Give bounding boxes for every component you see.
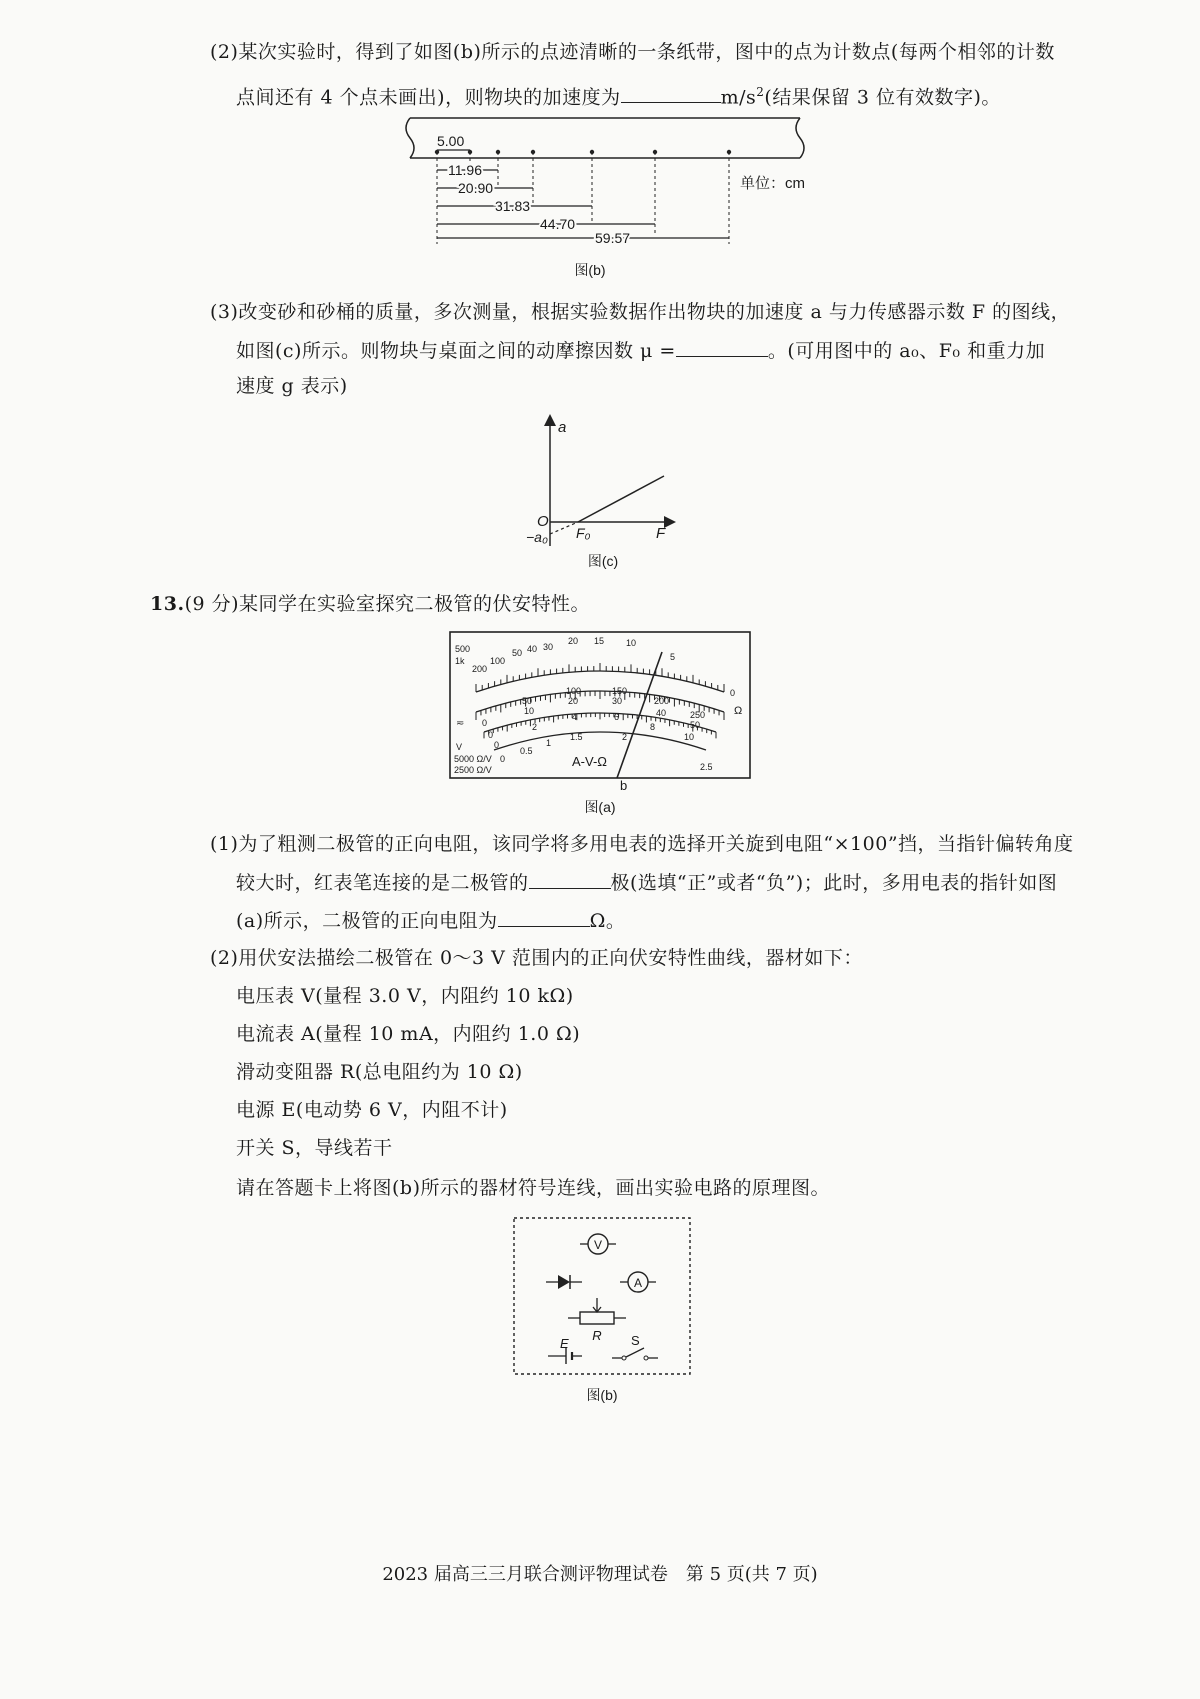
q12-part3-line1: (3)改变砂和砂桶的质量，多次测量，根据实验数据作出物块的加速度 a 与力传感器示数 F 的图线， bbox=[210, 301, 1071, 323]
graph-x-label: F bbox=[656, 525, 666, 542]
tape-measure-3: 20.90 bbox=[458, 180, 494, 196]
tape-measure-5: 44.70 bbox=[540, 216, 576, 232]
switch-label: S bbox=[631, 1333, 640, 1348]
tape-measure-6: 59.57 bbox=[595, 230, 631, 246]
paper-tape-figure bbox=[0, 112, 1200, 292]
q12-part3-text-a: 如图(c)所示。则物块与桌面之间的动摩擦因数 μ = bbox=[236, 340, 676, 362]
graph-y-intercept-label: −a₀ bbox=[526, 529, 548, 545]
q13-part2-intro: (2)用伏安法描绘二极管在 0～3 V 范围内的正向伏安特性曲线，器材如下： bbox=[210, 947, 863, 969]
friction-coefficient-answer-blank[interactable] bbox=[676, 336, 768, 357]
ac-tick-0: 0 bbox=[500, 754, 506, 764]
tape-counting-points bbox=[435, 150, 731, 154]
rheostat-label: R bbox=[592, 1328, 602, 1343]
equipment-item: 滑动变阻器 R(总电阻约为 10 Ω) bbox=[236, 1061, 523, 1083]
dc250-tick-100: 100 bbox=[566, 686, 582, 696]
ohm-tick-200: 200 bbox=[472, 664, 488, 674]
dial-mark-volt: V bbox=[456, 742, 463, 752]
dc250-tick-0: 0 bbox=[482, 718, 488, 728]
graph-data-line bbox=[578, 476, 664, 522]
ac-tick-2: 2 bbox=[622, 732, 628, 742]
acceleration-unit: m/s bbox=[720, 86, 757, 109]
q13-title-text: (9 分)某同学在实验室探究二极管的伏安特性。 bbox=[184, 593, 591, 615]
dial-mark-2500: 2500 Ω/V bbox=[454, 765, 492, 775]
dc250-tick-200: 200 bbox=[654, 696, 670, 706]
q12-part2-line1: (2)某次实验时，得到了如图(b)所示的点迹清晰的一条纸带，图中的点为计数点(每两个相邻的计数 bbox=[210, 41, 1055, 63]
dc10-tick-0: 0 bbox=[494, 740, 500, 750]
graph-x-intercept-label: F₀ bbox=[576, 525, 591, 541]
ohm-tick-5: 5 bbox=[670, 652, 676, 662]
circuit-symbols-figure bbox=[0, 1214, 1200, 1424]
ohm-unit: Ω bbox=[734, 705, 743, 717]
page-footer: 2023 届高三三月联合测评物理试卷 第 5 页(共 7 页) bbox=[382, 1564, 818, 1585]
equipment-item: 电源 E(电动势 6 V，内阻不计) bbox=[236, 1099, 508, 1121]
dc50-tick-0: 0 bbox=[488, 730, 494, 740]
graph-caption: 图(c) bbox=[587, 553, 619, 569]
dc50-tick-20: 20 bbox=[568, 696, 579, 706]
ohm-tick-20: 20 bbox=[568, 636, 579, 646]
ohm-tick-0: 0 bbox=[730, 688, 736, 698]
tape-caption: 图(b) bbox=[574, 262, 606, 278]
voltmeter-symbol bbox=[580, 1234, 616, 1254]
acceleration-unit-exponent: 2 bbox=[756, 85, 765, 99]
ac-tick-0.5: 0.5 bbox=[520, 746, 533, 756]
ohm-tick-40: 40 bbox=[527, 644, 538, 654]
ammeter-symbol bbox=[620, 1272, 656, 1292]
q12-part3-text-b: 。(可用图中的 a₀、F₀ 和重力加 bbox=[767, 340, 1046, 362]
graph-origin-label: O bbox=[537, 513, 549, 530]
ac-tick-1.5: 1.5 bbox=[570, 732, 583, 742]
q13-part1-text-a: 较大时，红表笔连接的是二极管的 bbox=[236, 872, 529, 894]
dc10-tick-2: 2 bbox=[532, 722, 538, 732]
dc10-tick-8: 8 bbox=[650, 722, 656, 732]
dial-mark-5000: 5000 Ω/V bbox=[454, 754, 492, 764]
meter-caption: 图(a) bbox=[584, 799, 616, 815]
ohm-tick-30: 30 bbox=[543, 642, 554, 652]
q12-part3-line3: 速度 g 表示) bbox=[236, 375, 348, 397]
acceleration-force-graph bbox=[0, 416, 1200, 596]
dial-mark-acdc: ≂ bbox=[456, 718, 465, 729]
dc50-tick-40: 40 bbox=[656, 708, 667, 718]
dc250-tick-50: 50 bbox=[522, 696, 533, 706]
q13-part1-text-d: Ω。 bbox=[589, 910, 626, 932]
dc50-tick-50: 50 bbox=[690, 720, 701, 730]
dc250-tick-250: 250 bbox=[690, 710, 706, 720]
q13-title bbox=[150, 590, 590, 618]
multimeter-dial-figure bbox=[0, 630, 1200, 820]
diode-symbol bbox=[546, 1275, 582, 1289]
q13-part2-request: 请在答题卡上将图(b)所示的器材符号连线，画出实验电路的原理图。 bbox=[236, 1177, 830, 1199]
ac-tick-2.5: 2.5 bbox=[700, 762, 713, 772]
dial-center-label: A-V-Ω bbox=[572, 754, 608, 769]
ohm-tick-500: 500 bbox=[455, 644, 471, 654]
dc50-tick-10: 10 bbox=[524, 706, 535, 716]
ammeter-label: A bbox=[633, 1276, 643, 1290]
ohm-tick-10: 10 bbox=[626, 638, 637, 648]
q13-part1-text-b: 极(选填“正”或者“负”)；此时，多用电表的指针如图 bbox=[610, 872, 1058, 894]
equipment-item: 电压表 V(量程 3.0 V，内阻约 10 kΩ) bbox=[236, 985, 574, 1007]
ac-tick-1: 1 bbox=[546, 738, 552, 748]
voltmeter-label: V bbox=[593, 1238, 603, 1252]
tape-unit-label: 单位：cm bbox=[740, 175, 805, 192]
resistance-answer-blank[interactable] bbox=[498, 906, 590, 927]
ohm-tick-1k: 1k bbox=[455, 656, 465, 666]
equipment-item: 电流表 A(量程 10 mA，内阻约 1.0 Ω) bbox=[236, 1023, 581, 1045]
q12-part2-text-c: (结果保留 3 位有效数字)。 bbox=[764, 86, 1001, 109]
terminal-answer-blank[interactable] bbox=[529, 868, 611, 889]
ohm-tick-15: 15 bbox=[594, 636, 605, 646]
q13-number: 13. bbox=[150, 593, 185, 615]
q12-part2-text-a: 点间还有 4 个点未画出)，则物块的加速度为 bbox=[236, 86, 621, 109]
acceleration-answer-blank[interactable] bbox=[621, 82, 721, 103]
source-label: E bbox=[560, 1336, 569, 1351]
symbols-caption: 图(b) bbox=[586, 1387, 618, 1403]
ohm-tick-100: 100 bbox=[490, 656, 506, 666]
source-symbol bbox=[548, 1336, 582, 1364]
dc50-tick-30: 30 bbox=[612, 696, 623, 706]
q13-part1-line3 bbox=[236, 906, 625, 935]
dc10-tick-10: 10 bbox=[684, 732, 695, 742]
tape-measure-1: 5.00 bbox=[437, 133, 465, 149]
dc250-tick-150: 150 bbox=[612, 686, 628, 696]
dc10-tick-4: 4 bbox=[572, 712, 578, 722]
dc10-tick-6: 6 bbox=[614, 712, 620, 722]
tape-measure-4: 31.83 bbox=[495, 198, 531, 214]
rheostat-symbol bbox=[568, 1298, 626, 1343]
graph-dashed-extension bbox=[550, 522, 578, 534]
ohm-tick-50: 50 bbox=[512, 648, 523, 658]
q13-part1-line1: (1)为了粗测二极管的正向电阻，该同学将多用电表的选择开关旋到电阻“×100”挡，当指针偏转角度 bbox=[210, 833, 1074, 855]
q13-part1-line2 bbox=[236, 868, 1057, 897]
q12-part3-line2 bbox=[236, 336, 1045, 365]
q12-part2-line2 bbox=[236, 78, 1001, 111]
tape-measure-2: 11.96 bbox=[448, 162, 482, 178]
equipment-item: 开关 S，导线若干 bbox=[236, 1137, 393, 1159]
q13-part1-text-c: (a)所示，二极管的正向电阻为 bbox=[236, 910, 498, 932]
graph-y-label: a bbox=[558, 419, 567, 436]
pointer-label: b bbox=[620, 778, 628, 793]
switch-symbol bbox=[612, 1333, 658, 1360]
